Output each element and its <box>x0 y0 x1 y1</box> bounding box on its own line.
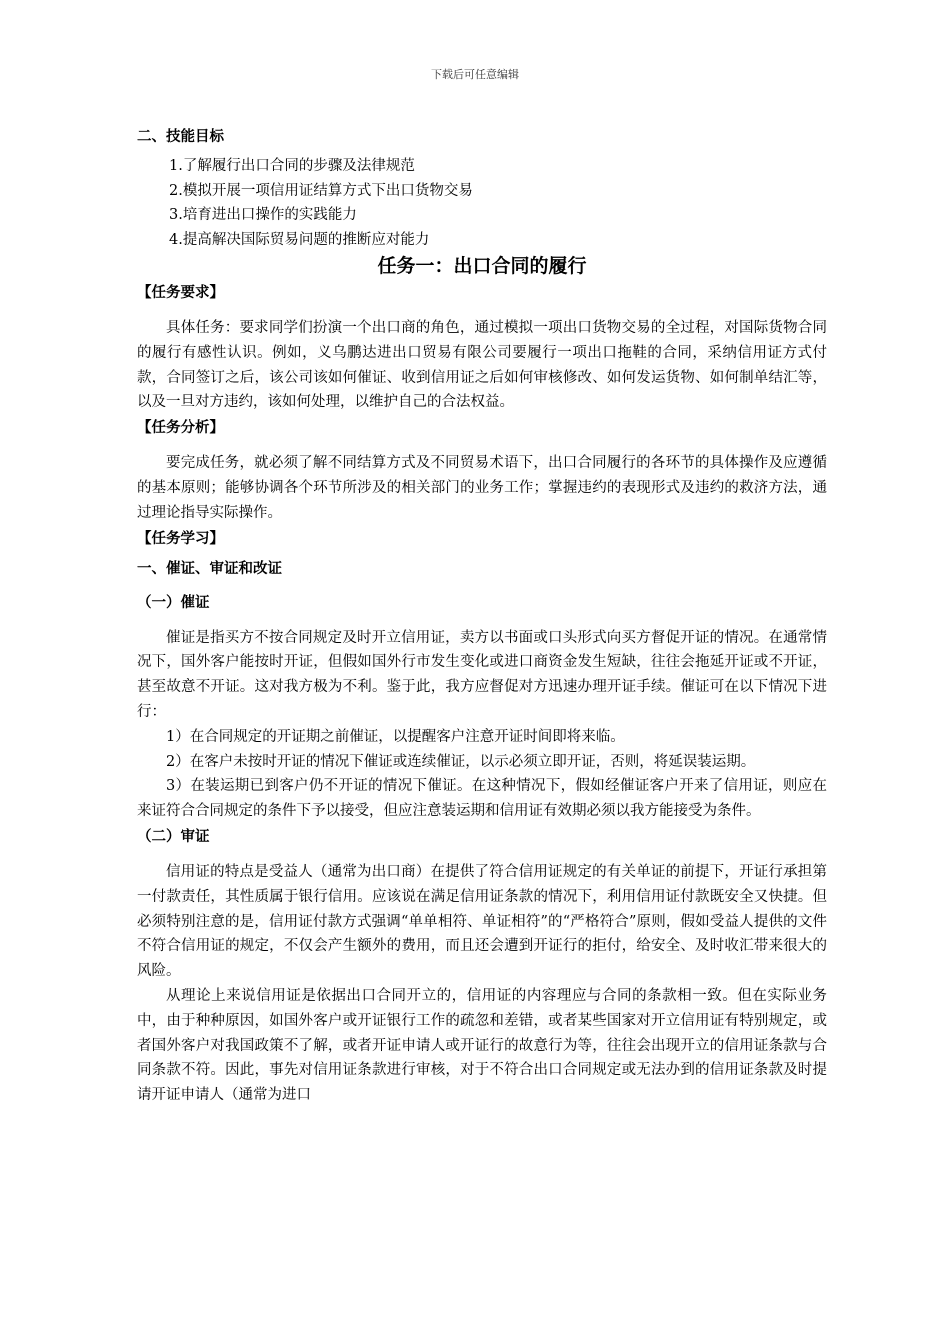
section1-sub1-paragraph-2: 1）在合同规定的开证期之前催证，以提醒客户注意开证时间即将来临。 <box>166 728 625 745</box>
section1-sub1-paragraph-4: 3）在装运期已到客户仍不开证的情况下催证。在这种情况下，假如经催证客户开来了信用证，则应在来证符合合同规定的条件下予以接受，但应注意装运期和信用证有效期必须以我方能接受为条件。 <box>137 778 827 820</box>
task-learning-heading: 【任务学习】 <box>137 530 224 547</box>
task-requirement-heading: 【任务要求】 <box>137 285 224 301</box>
section1-sub2-paragraph-1: 信用证的特点是受益人（通常为出口商）在提供了符合信用证规定的有关单证的前提下，开证行承担第一付款责任，其性质属于银行信用。应该说在满足信用证条款的情况下，利用信用证付款既安全又快捷。但必须特别注意的是，信用证付款方式强调“单单相符、单证相符”的“严格符合”原则，假如受益人提供的文件不符合信用证的规定，不仅会产生额外的费用，而且还会遭到开证行的拒付，给安全、及时收汇带来很大的风险。 <box>137 863 827 980</box>
section1-sub2-paragraph-2: 从理论上来说信用证是依据出口合同开立的，信用证的内容理应与合同的条款相一致。但在实际业务中，由于种种原因，如国外客户或开证银行工作的疏忽和差错，或者某些国家对开立信用证有特别规定，或者国外客户对我国政策不了解，或者开证申请人或开证行的故意行为等，往往会出现开立的信用证条款与合同条款不符。因此，事先对信用证条款进行审核，对于不符合出口合同规定或无法办到的信用证条款及时提请开证申请人（通常为进口 <box>137 987 827 1104</box>
skills-item-3: 3.培育进出口操作的实践能力 <box>169 207 357 223</box>
section1-heading: 一、催证、审证和改证 <box>137 560 282 577</box>
document-body <box>137 124 827 1108</box>
task-analysis-text: 要完成任务，就必须了解不同结算方式及不同贸易术语下，出口合同履行的各环节的具体操作及应遵循的基本原则；能够协调各个环节所涉及的相关部门的业务工作；掌握违约的表现形式及违约的救济方法，通过理论指导实际操作。 <box>137 455 827 521</box>
skills-item-2: 2.模拟开展一项信用证结算方式下出口货物交易 <box>169 182 473 199</box>
task-requirement-text: 具体任务：要求同学们扮演一个出口商的角色，通过模拟一项出口货物交易的全过程，对国际货物合同的履行有感性认识。例如，义乌鹏达进出口贸易有限公司要履行一项出口拖鞋的合同，采纳信用证方式付款，合同签订之后，该公司该如何催证、收到信用证之后如何审核修改、如何发运货物、如何制单结汇等，以及一旦对方违约，该如何处理，以维护自己的合法权益。 <box>137 320 827 411</box>
skills-heading: 二、技能目标 <box>137 129 224 145</box>
task-title: 任务一：出口合同的履行 <box>377 255 587 277</box>
skills-item-4: 4.提高解决国际贸易问题的推断应对能力 <box>169 231 430 248</box>
skills-item-1: 1.了解履行出口合同的步骤及法律规范 <box>169 158 415 174</box>
page-header-note: 下载后可任意编辑 <box>431 68 519 81</box>
section1-sub1-heading: （一）催证 <box>137 594 210 611</box>
section1-sub1-paragraph-3: 2）在客户未按时开证的情况下催证或连续催证，以示必须立即开证，否则，将延误装运期。 <box>166 753 756 770</box>
section1-sub2-heading: （二）审证 <box>137 828 210 845</box>
section1-sub1-paragraph-1: 催证是指买方不按合同规定及时开立信用证，卖方以书面或口头形式向买方督促开证的情况。在通常情况下，国外客户能按时开证，但假如国外行市发生变化或进口商资金发生短缺，往往会拖延开证或不开证，甚至故意不开证。这对我方极为不利。鉴于此，我方应督促对方迅速办理开证手续。催证可在以下情况下进行： <box>137 629 827 720</box>
task-analysis-heading: 【任务分析】 <box>137 420 224 437</box>
